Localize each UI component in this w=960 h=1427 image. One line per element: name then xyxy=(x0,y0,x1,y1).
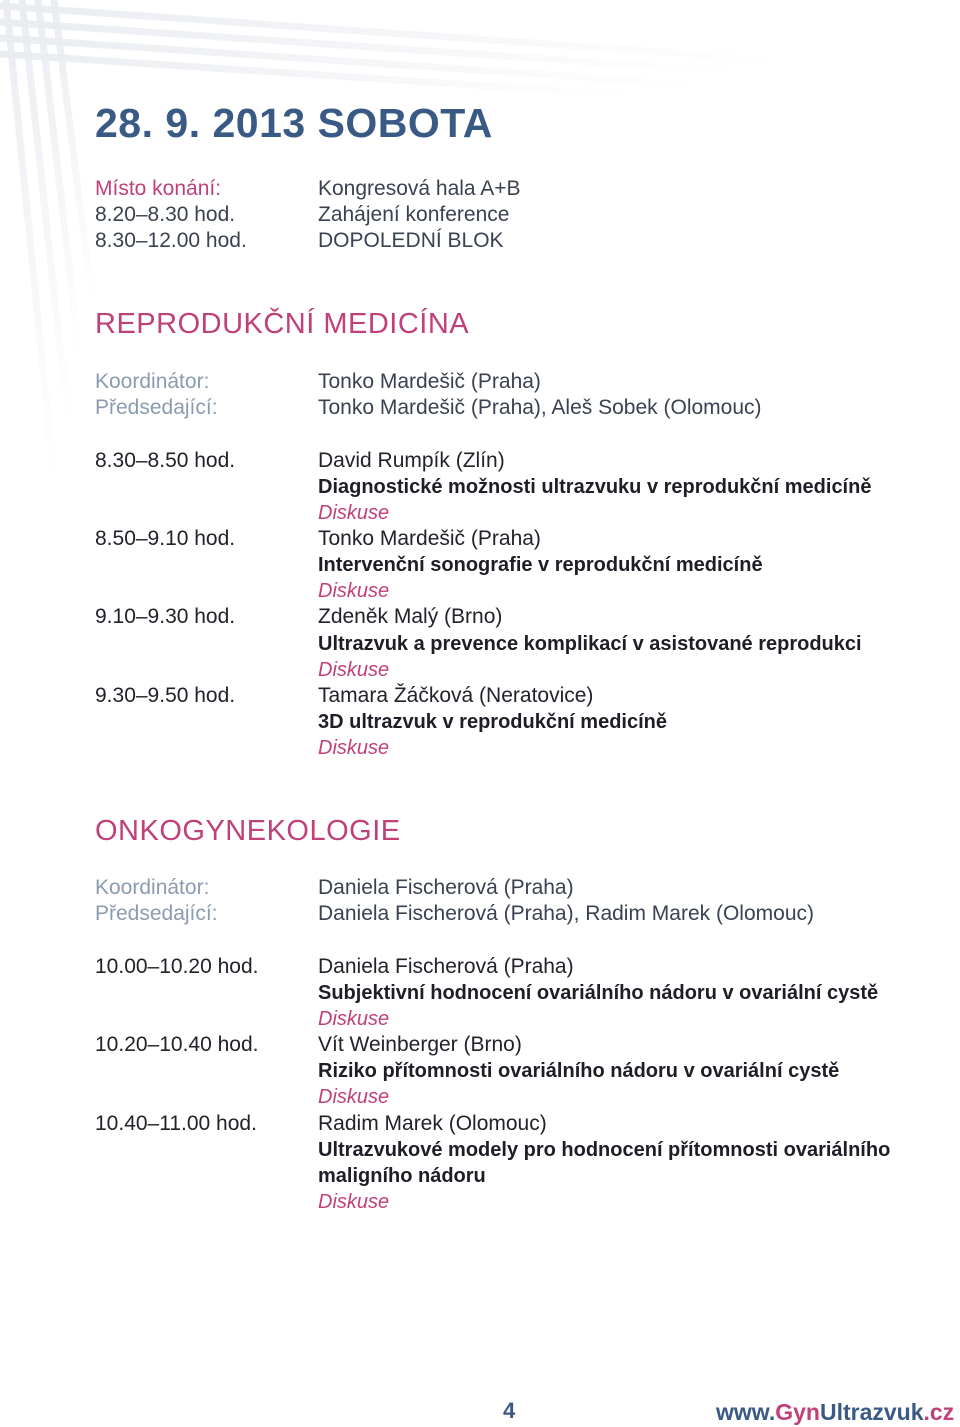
website-brand-gyn: Gyn xyxy=(775,1399,820,1425)
venue-label: Místo konání: xyxy=(95,177,222,200)
talk-time: 9.30–9.50 hod. xyxy=(95,684,236,707)
website-prefix: www. xyxy=(716,1399,776,1425)
talk-discussion: Diskuse xyxy=(318,1191,390,1213)
talk-speaker: Daniela Fischerová (Praha) xyxy=(318,955,574,978)
coordinator-label: Koordinátor: xyxy=(95,876,210,899)
talk-time: 10.40–11.00 hod. xyxy=(95,1112,257,1135)
talk-speaker: David Rumpík (Zlín) xyxy=(318,449,505,472)
talk-speaker: Zdeněk Malý (Brno) xyxy=(318,605,503,628)
page-number: 4 xyxy=(503,1398,516,1423)
talk-discussion: Diskuse xyxy=(318,1086,390,1108)
website-brand-ultrazvuk: Ultrazvuk xyxy=(819,1399,924,1425)
website-link[interactable] xyxy=(716,1399,954,1426)
talk-title: Intervenční sonografie v reprodukční medicíně xyxy=(318,554,763,576)
page-title: 28. 9. 2013 SOBOTA xyxy=(95,100,493,146)
venue-value: Kongresová hala A+B xyxy=(318,177,521,200)
talk-title: Subjektivní hodnocení ovariálního nádoru v ovariální cystě xyxy=(318,982,879,1004)
opening-time: 8.20–8.30 hod. xyxy=(95,203,236,226)
chair-label: Předsedající: xyxy=(95,396,218,419)
talk-speaker: Vít Weinberger (Brno) xyxy=(318,1033,522,1056)
talk-time: 8.50–9.10 hod. xyxy=(95,527,236,550)
block-label: DOPOLEDNÍ BLOK xyxy=(318,229,504,252)
block-time: 8.30–12.00 hod. xyxy=(95,229,247,252)
talk-discussion: Diskuse xyxy=(318,502,390,524)
section-title: REPRODUKČNÍ MEDICÍNA xyxy=(95,308,470,340)
talk-time: 9.10–9.30 hod. xyxy=(95,605,236,628)
talk-time: 8.30–8.50 hod. xyxy=(95,449,236,472)
chair-value: Tonko Mardešič (Praha), Aleš Sobek (Olomouc) xyxy=(318,396,762,419)
coordinator-value: Tonko Mardešič (Praha) xyxy=(318,370,541,393)
talk-title: Diagnostické možnosti ultrazvuku v reprodukční medicíně xyxy=(318,476,872,498)
chair-value: Daniela Fischerová (Praha), Radim Marek (Olomouc) xyxy=(318,902,814,925)
talk-title-continued: maligního nádoru xyxy=(318,1165,486,1187)
coordinator-label: Koordinátor: xyxy=(95,370,210,393)
coordinator-value: Daniela Fischerová (Praha) xyxy=(318,876,574,899)
website-suffix: .cz xyxy=(923,1399,955,1425)
opening-label: Zahájení konference xyxy=(318,203,510,226)
talk-title: Ultrazvukové modely pro hodnocení přítomnosti ovariálního xyxy=(318,1139,891,1161)
talk-speaker: Tonko Mardešič (Praha) xyxy=(318,527,541,550)
talk-discussion: Diskuse xyxy=(318,659,390,681)
talk-time: 10.20–10.40 hod. xyxy=(95,1033,259,1056)
talk-title: Ultrazvuk a prevence komplikací v asistované reprodukci xyxy=(318,633,862,655)
talk-speaker: Tamara Žáčková (Neratovice) xyxy=(318,684,594,707)
talk-title: 3D ultrazvuk v reprodukční medicíně xyxy=(318,711,667,733)
chair-label: Předsedající: xyxy=(95,902,218,925)
talk-title: Riziko přítomnosti ovariálního nádoru v ovariální cystě xyxy=(318,1060,840,1082)
talk-discussion: Diskuse xyxy=(318,1008,390,1030)
talk-speaker: Radim Marek (Olomouc) xyxy=(318,1112,547,1135)
talk-discussion: Diskuse xyxy=(318,580,390,602)
section-title: ONKOGYNEKOLOGIE xyxy=(95,815,401,847)
talk-time: 10.00–10.20 hod. xyxy=(95,955,259,978)
talk-discussion: Diskuse xyxy=(318,737,390,759)
